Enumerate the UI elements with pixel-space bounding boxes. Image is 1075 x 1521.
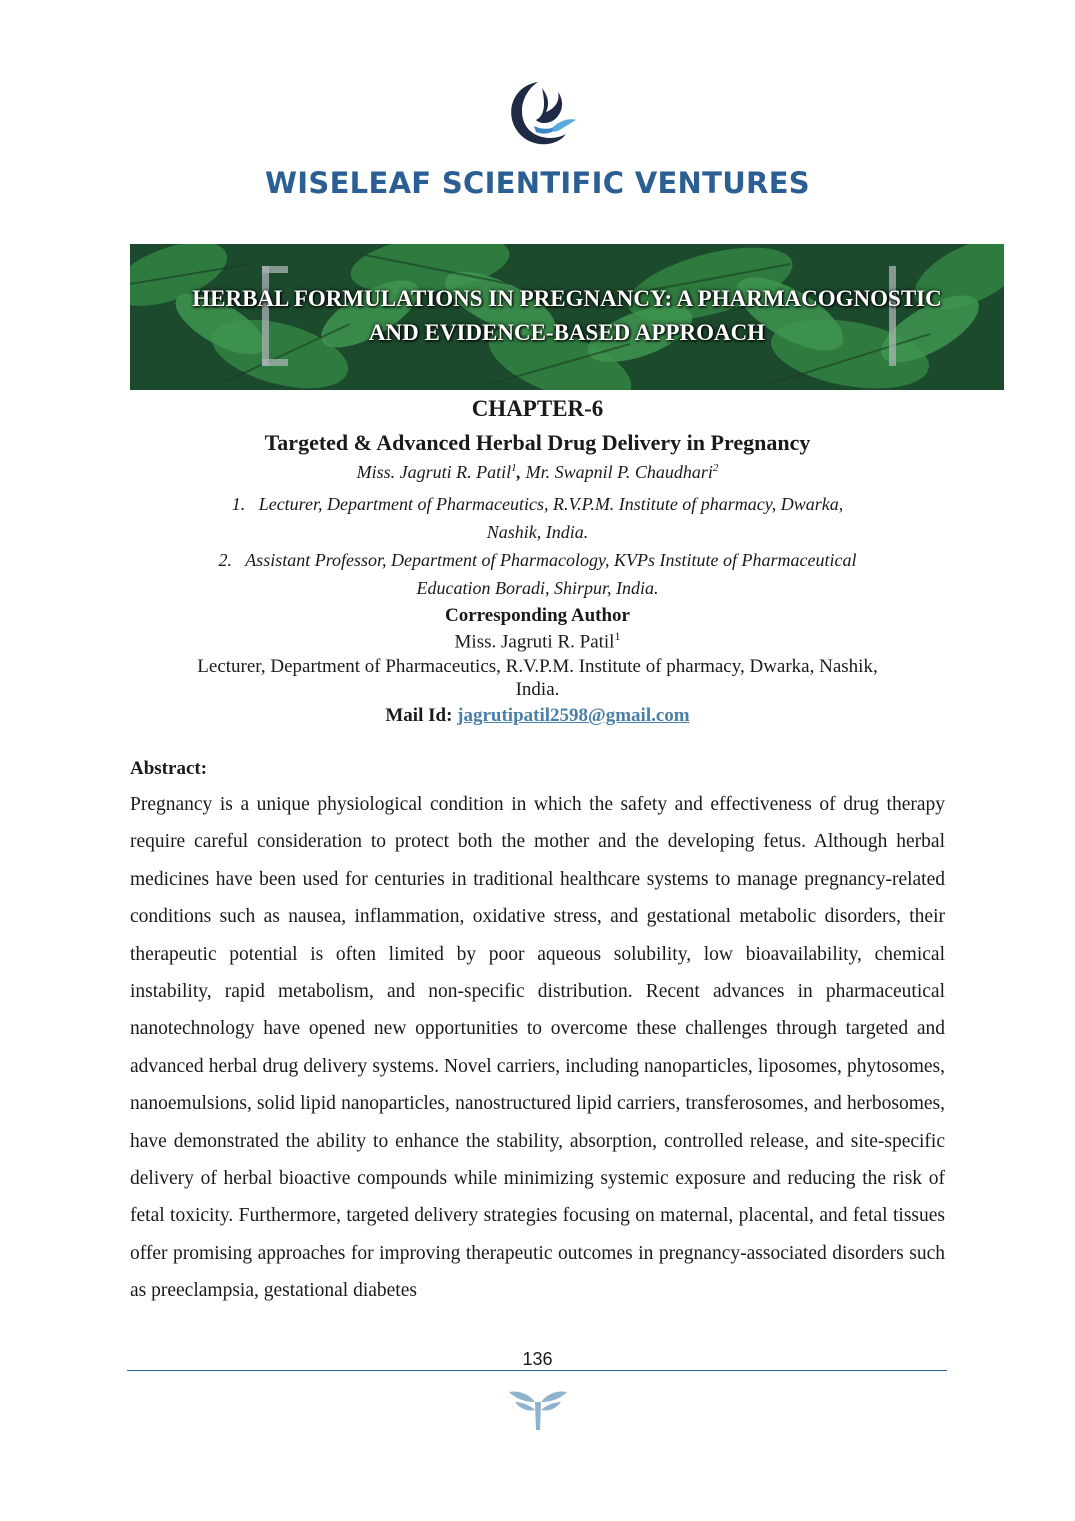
chapter-title: Targeted & Advanced Herbal Drug Delivery in Pregnancy bbox=[264, 430, 811, 455]
corresponding-author-affiliation bbox=[140, 655, 935, 701]
book-title-line-2: AND EVIDENCE-BASED APPROACH bbox=[368, 320, 766, 345]
email-link[interactable]: jagrutipatil2598@gmail.com bbox=[457, 705, 690, 726]
mail-label: Mail Id: bbox=[385, 705, 453, 726]
footer-divider bbox=[127, 1370, 947, 1371]
affiliation-2-line-2: Education Boradi, Shirpur, India. bbox=[416, 578, 659, 598]
book-title-banner bbox=[130, 244, 1004, 390]
affiliation-2 bbox=[0, 546, 1075, 602]
author-2-sup: 2 bbox=[712, 462, 719, 474]
book-title bbox=[130, 282, 1004, 350]
corresponding-author-heading: Corresponding Author bbox=[445, 605, 630, 626]
corresponding-affiliation-line-2: India. bbox=[515, 679, 560, 700]
author-2: Mr. Swapnil P. Chaudhari bbox=[525, 462, 713, 482]
page-number: 136 bbox=[522, 1349, 553, 1369]
author-separator: , bbox=[516, 462, 526, 482]
corresponding-author-name: Miss. Jagruti R. Patil bbox=[454, 631, 615, 653]
affiliation-2-line-1: 2. Assistant Professor, Department of Pharmacology, KVPs Institute of Pharmaceutical bbox=[218, 550, 857, 570]
author-1: Miss. Jagruti R. Patil bbox=[356, 462, 512, 482]
leaf-emblem-icon bbox=[505, 1386, 571, 1432]
affiliation-1 bbox=[0, 490, 1075, 546]
corresponding-author-sup: 1 bbox=[614, 629, 621, 643]
affiliation-1-line-1: 1. Lecturer, Department of Pharmaceutics, R.V.P.M. Institute of pharmacy, Dwarka, bbox=[231, 494, 844, 514]
abstract-text: Pregnancy is a unique physiological condition in which the safety and effectiveness of drug therapy require careful consideration to protect both the mother and the developing fetus. Although herbal medicines have been used for centuries in traditional healthcare systems to manage pregnancy-related conditions such as nausea, inflammation, oxidative stress, and gestational metabolic disorders, their therapeutic potential is often limited by poor aqueous solubility, low bioavailability, chemical instability, rapid metabolism, and non-specific distribution. Recent advances in pharmaceutical nanotechnology have opened new opportunities to overcome these challenges through targeted and advanced herbal drug delivery systems. Novel carriers, including nanoparticles, liposomes, phytosomes, nanoemulsions, solid lipid nanoparticles, nanostructured lipid carriers, transferosomes, and herbosomes, have demonstrated the ability to enhance the stability, absorption, controlled release, and site-specific delivery of herbal bioactive compounds while minimizing systemic exposure and reducing the risk of fetal toxicity. Furthermore, targeted delivery strategies focusing on maternal, placental, and fetal tissues offer promising approaches for improving therapeutic outcomes in pregnancy-associated disorders such as preeclampsia, gestational diabetes bbox=[130, 794, 945, 1302]
wiseleaf-logo-icon bbox=[490, 70, 590, 160]
publisher-name: WISELEAF SCIENTIFIC VENTURES bbox=[265, 166, 810, 200]
corresponding-affiliation-line-1: Lecturer, Department of Pharmaceutics, R.V.P.M. Institute of pharmacy, Dwarka, Nashik, bbox=[197, 656, 878, 677]
chapter-label: CHAPTER-6 bbox=[471, 396, 604, 421]
author-1-sup: 1 bbox=[511, 462, 517, 474]
book-title-line-1: HERBAL FORMULATIONS IN PREGNANCY: A PHARMACOGNOSTIC bbox=[192, 286, 942, 311]
abstract-heading: Abstract: bbox=[130, 758, 208, 779]
mail-line bbox=[0, 705, 1075, 727]
corresponding-author-name-line bbox=[0, 629, 1075, 653]
authors-line bbox=[0, 462, 1075, 483]
affiliation-1-line-2: Nashik, India. bbox=[486, 522, 589, 542]
